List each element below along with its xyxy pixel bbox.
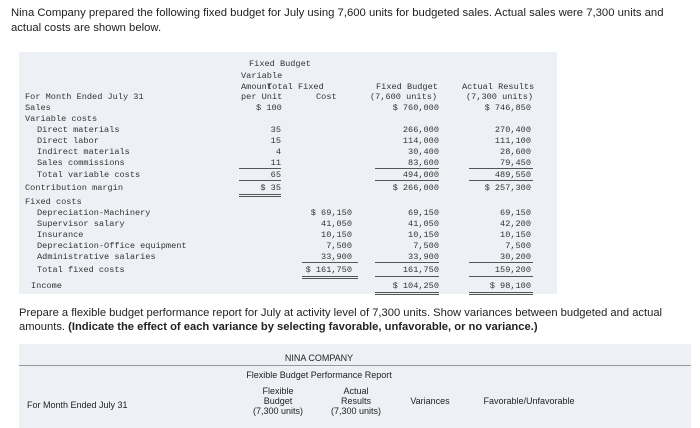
header-amount: Amount [241,82,272,92]
row-actual: 270,400 [494,125,531,135]
row-fixed-budget: 10,150 [408,230,439,240]
row-total-fixed: 41,050 [321,219,352,229]
underline [375,180,439,181]
income-fixed-budget: $ 104,250 [392,281,439,291]
row-actual: 30,200 [500,252,531,262]
fixed-budget-table [19,52,557,294]
contribution-fixed-budget: $ 266,000 [392,183,439,193]
total-fixed-actual: 159,200 [494,265,531,275]
income-label: Income [31,281,62,291]
sales-actual: $ 746,850 [484,103,531,113]
row-actual: 42,200 [500,219,531,229]
row-fixed-budget: 30,400 [408,147,439,157]
col-favorable-unfavorable: Favorable/Unfavorable [483,396,575,406]
underline [469,262,533,263]
double-underline [469,292,533,295]
row-fixed-budget: 33,900 [408,252,439,262]
row-actual: 28,600 [500,147,531,157]
instructions-bold: (Indicate the effect of each variance by selecting favorable, unfavorable, or no variance.) [68,321,538,333]
col-flexible: Flexible [262,386,294,396]
total-fixed-fixed-budget: 161,750 [402,265,439,275]
row-fixed-budget: 41,050 [408,219,439,229]
underline [239,180,281,181]
total-fixed-total: $ 161,750 [305,265,352,275]
underline [375,168,439,169]
header-total-fixed: Total Fixed [267,82,324,92]
row-per-unit: 11 [270,158,281,168]
col-flex-units: (7,300 units) [252,406,304,416]
row-fixed-budget: 7,500 [413,241,439,251]
underline [375,276,439,277]
double-underline [375,292,439,295]
row-total-fixed: 10,150 [321,230,352,240]
col-actual-units: (7,300 units) [330,406,382,416]
col-actual: Actual [343,386,369,396]
income-actual: $ 98,100 [489,281,531,291]
header-ar-units: (7,300 units) [466,92,534,102]
underline [469,180,533,181]
variable-costs-label: Variable costs [25,114,98,124]
header-ar-title: Actual Results [462,82,535,92]
row-label: Insurance [37,230,84,240]
underline [239,168,281,169]
contribution-label: Contribution margin [25,183,123,193]
underline [302,262,358,263]
total-variable-fixed-budget: 494,000 [402,170,439,180]
sales-fixed-budget: $ 760,000 [392,103,439,113]
underline [469,168,533,169]
row-per-unit: 15 [270,136,281,146]
underline [469,276,533,277]
total-variable-label: Total variable costs [37,170,141,180]
row-label: Depreciation-Office equipment [37,241,187,251]
double-underline [239,194,281,197]
header-cost: Cost [316,92,337,102]
col-budget: Budget [263,396,293,406]
row-label: Direct materials [37,125,120,135]
performance-report-table [19,344,691,428]
col-results: Results [340,396,371,406]
report-company: NINA COMPANY [284,353,354,363]
sales-per-unit: $ 100 [256,103,282,113]
header-variable: Variable [241,71,283,81]
row-label: Supervisor salary [37,219,125,229]
row-fixed-budget: 69,150 [408,208,439,218]
row-per-unit: 4 [275,147,281,157]
row-label: Direct labor [37,136,99,146]
row-actual: 69,150 [500,208,531,218]
double-underline [302,276,358,279]
header-fixed-budget: Fixed Budget [249,59,311,69]
row-actual: 10,150 [500,230,531,240]
row-total-fixed: $ 69,150 [310,208,352,218]
header-divider [19,365,691,366]
header-fb-title: Fixed Budget [376,82,438,92]
col-variances: Variances [410,396,450,406]
contribution-actual: $ 257,300 [484,183,531,193]
problem-intro: Nina Company prepared the following fixed budget for July using 7,600 units for budgeted sales. Actual sales were 7,300 units and actual costs are shown below. [11,7,664,34]
sales-label: Sales [25,103,51,113]
row-actual: 7,500 [505,241,531,251]
instructions-text: Prepare a flexible budget performance report for July at activity level of 7,300 units. Show variances between budgeted and actual amounts. [19,307,663,333]
period-label: For Month Ended July 31 [25,92,144,102]
row-fixed-budget: 83,600 [408,158,439,168]
row-actual: 111,100 [494,136,531,146]
row-total-fixed: 7,500 [326,241,352,251]
row-total-fixed: 33,900 [321,252,352,262]
contribution-per-unit: $ 35 [260,183,281,193]
row-label: Sales commissions [37,158,125,168]
row-label: Depreciation-Machinery [37,208,151,218]
underline [375,262,439,263]
row-per-unit: 35 [270,125,281,135]
header-fb-units: (7,600 units) [370,92,438,102]
row-fixed-budget: 114,000 [402,136,439,146]
header-per-unit: per Unit [241,92,283,102]
row-fixed-budget: 266,000 [402,125,439,135]
total-variable-actual: 489,550 [494,170,531,180]
report-period: For Month Ended July 31 [27,400,128,410]
instructions [19,306,691,334]
report-title: Flexible Budget Performance Report [246,370,392,380]
row-label: Administrative salaries [37,252,156,262]
total-variable-per-unit: 65 [270,170,281,180]
fixed-costs-label: Fixed costs [25,197,82,207]
row-label: Indirect materials [37,147,130,157]
total-fixed-label: Total fixed costs [37,265,125,275]
row-actual: 79,450 [500,158,531,168]
